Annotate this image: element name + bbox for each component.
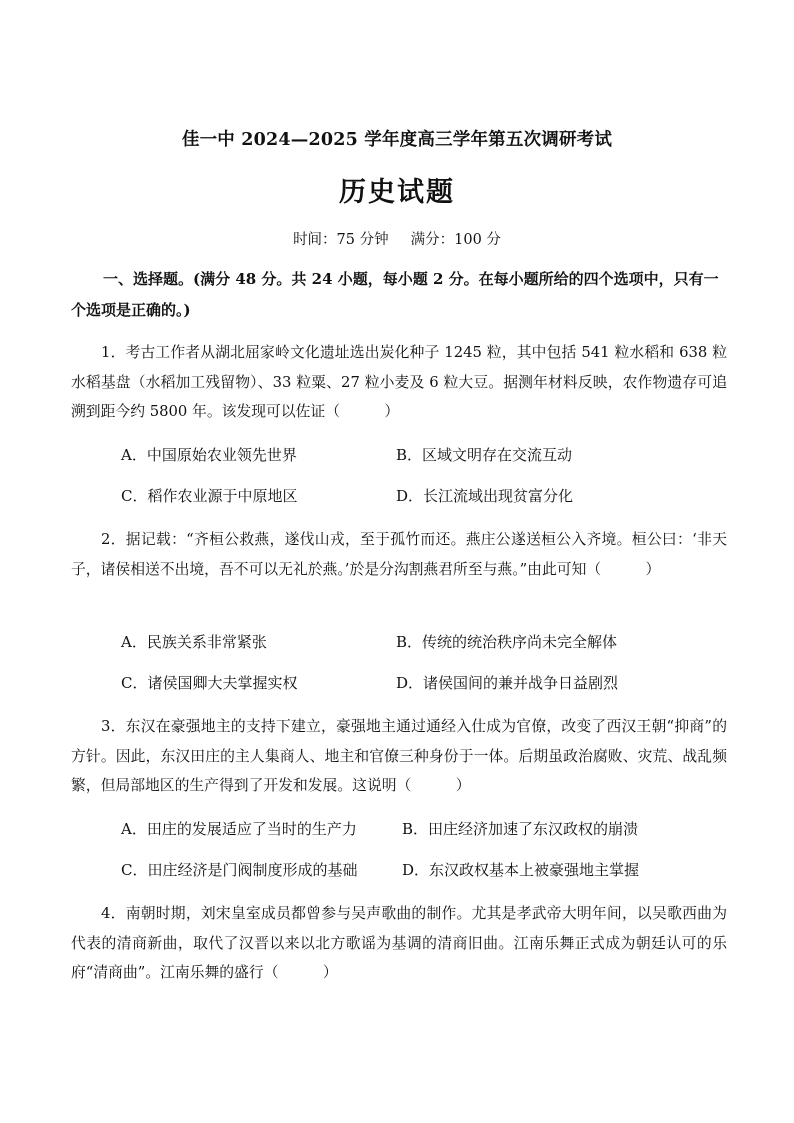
question-1-option-c: C．稻作农业源于中原地区 [121, 487, 298, 505]
school-title: 佳一中 2024—2025 学年度高三学年第五次调研考试 [181, 130, 613, 150]
question-3-options-row-1 [121, 818, 741, 842]
question-2-option-d: D．诸侯国间的兼并战争日益剧烈 [396, 674, 619, 692]
question-2-option-a: A．民族关系非常紧张 [121, 633, 267, 651]
section-heading: 一、选择题。(满分 48 分。共 24 小题，每小题 2 分。在每小题所给的四个选项中，只有一个选项是正确的。) [71, 270, 719, 319]
question-3-stem: 3．东汉在豪强地主的支持下建立，豪强地主通过通经入仕成为官僚，改变了西汉王朝“抑商”的方针。因此，东汉田庄的主人集商人、地主和官僚三种身份于一体。后期虽政治腐败、灾荒、战乱频繁，但局部地区的生产得到了开发和发展。这说明（ ） [71, 718, 727, 794]
question-1-options-row-2 [121, 485, 741, 509]
question-3-option-a: A．田庄的发展适应了当时的生产力 [121, 820, 357, 838]
question-1-stem: 1．考古工作者从湖北屈家岭文化遗址选出炭化种子 1245 粒，其中包括 541 粒水稻和 638 粒水稻基盘（水稻加工残留物）、33 粒粟、27 粒小麦及 6 粒大豆。据测年材料反映，农作物遗存可追溯到距今约 5800 年。该发现可以佐证（ ） [71, 344, 727, 420]
subject-title: 历史试题 [339, 177, 455, 208]
question-2-options-row-1 [121, 631, 741, 655]
exam-info [0, 228, 794, 249]
question-4-stem: 4．南朝时期，刘宋皇室成员都曾参与吴声歌曲的制作。尤其是孝武帝大明年间，以吴歌西曲为代表的清商新曲，取代了汉晋以来以北方歌谣为基调的清商旧曲。江南乐舞正式成为朝廷认可的乐府“清商曲”。江南乐舞的盛行（ ） [71, 905, 727, 981]
question-3-options-row-2 [121, 859, 741, 883]
question-1-options-row-1 [121, 444, 741, 468]
question-3-option-d: D．东汉政权基本上被豪强地主掌握 [402, 861, 640, 879]
score-info: 满分：100 分 [410, 232, 501, 248]
question-2-options-row-2 [121, 672, 741, 696]
question-1-option-d: D．长江流域出现贫富分化 [396, 487, 574, 505]
question-1-option-b: B．区域文明存在交流互动 [396, 446, 573, 464]
question-2-option-b: B．传统的统治秩序尚未完全解体 [396, 633, 618, 651]
time-info: 时间：75 分钟 [293, 232, 389, 248]
question-3-option-b: B．田庄经济加速了东汉政权的崩溃 [402, 820, 639, 838]
question-3-option-c: C．田庄经济是门阀制度形成的基础 [121, 861, 358, 879]
question-2-option-c: C．诸侯国卿大夫掌握实权 [121, 674, 298, 692]
question-2-stem: 2．据记载：“齐桓公救燕，遂伐山戎，至于孤竹而还。燕庄公遂送桓公入齐境。桓公曰：‘非天子，诸侯相送不出境，吾不可以无礼於燕。’於是分沟割燕君所至与燕。”由此可知（ ） [71, 531, 727, 578]
question-1-option-a: A．中国原始农业领先世界 [121, 446, 297, 464]
